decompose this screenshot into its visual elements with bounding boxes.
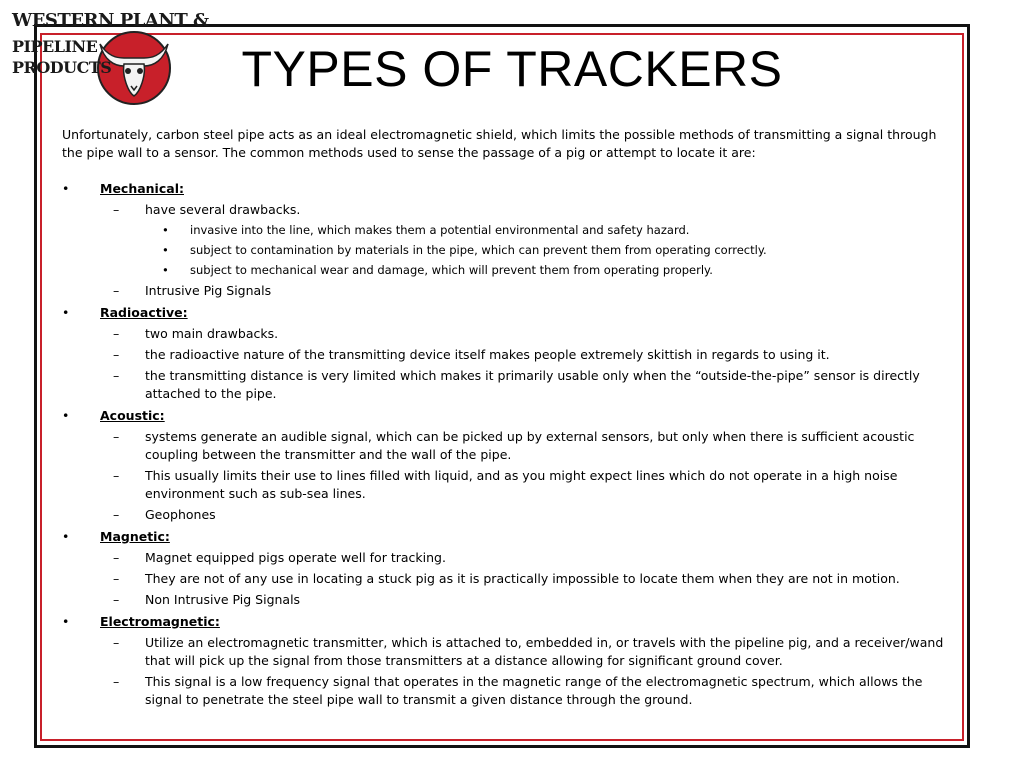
section-heading: [62, 180, 954, 198]
dash-icon: –: [113, 368, 120, 383]
section-acoustic: [62, 407, 954, 524]
section-heading-label: Radioactive:: [100, 305, 188, 320]
list-item-text: Utilize an electromagnetic transmitter, which is attached to, embedded in, or travels with the pipeline pig, and a receiver/wand that will pick up the signal from those transmitters at a distance allowing for significant ground cover.: [145, 635, 944, 668]
slide-title: TYPES OF TRACKERS: [241, 41, 783, 97]
list-item: [62, 282, 954, 300]
list-item: [62, 673, 954, 709]
bullet-icon: •: [162, 243, 169, 257]
section-radioactive: [62, 304, 954, 403]
logo-text-line3: PRODUCTS: [12, 58, 112, 77]
list-item-text: the radioactive nature of the transmitting device itself makes people extremely skittish in regards to using it.: [145, 347, 830, 362]
list-item: [62, 325, 954, 343]
list-item: [62, 367, 954, 403]
dash-icon: –: [113, 202, 120, 217]
section-electromagnetic: [62, 613, 954, 709]
dash-icon: –: [113, 468, 120, 483]
bullet-icon: •: [62, 305, 70, 320]
sub-list-item: [62, 221, 954, 239]
dash-icon: –: [113, 283, 120, 298]
section-heading-label: Magnetic:: [100, 529, 170, 544]
sub-list-item-text: invasive into the line, which makes them a potential environmental and safety hazard.: [190, 223, 690, 237]
section-heading: [62, 528, 954, 546]
slide-body: [62, 126, 954, 709]
sub-list-item-text: subject to mechanical wear and damage, which will prevent them from operating properly.: [190, 263, 713, 277]
section-heading: [62, 613, 954, 631]
section-mechanical: [62, 180, 954, 300]
section-heading: [62, 407, 954, 425]
dash-icon: –: [113, 592, 120, 607]
list-item-text: two main drawbacks.: [145, 326, 279, 341]
intro-paragraph: Unfortunately, carbon steel pipe acts as an ideal electromagnetic shield, which limits the possible methods of transmitting a signal through the pipe wall to a sensor. The common methods used to sense the passage of a pig or attempt to locate it are:: [62, 127, 937, 160]
dash-icon: –: [113, 347, 120, 362]
list-item-text: Geophones: [145, 507, 216, 522]
bullet-icon: •: [62, 529, 70, 544]
list-item-text: Intrusive Pig Signals: [145, 283, 272, 298]
section-heading-label: Electromagnetic:: [100, 614, 220, 629]
dash-icon: –: [113, 571, 120, 586]
list-item: [62, 634, 954, 670]
list-item: [62, 467, 954, 503]
logo-text-line1: WESTERN PLANT &: [12, 10, 209, 31]
section-heading: [62, 304, 954, 322]
sub-list-item-text: subject to contamination by materials in the pipe, which can prevent them from operating correctly.: [190, 243, 767, 257]
section-magnetic: [62, 528, 954, 609]
list-item: [62, 570, 954, 588]
bullet-icon: •: [62, 181, 70, 196]
section-heading-label: Acoustic:: [100, 408, 165, 423]
dash-icon: –: [113, 507, 120, 522]
list-item: [62, 506, 954, 524]
list-item-text: Non Intrusive Pig Signals: [145, 592, 301, 607]
bullet-icon: •: [62, 408, 70, 423]
list-item-text: This signal is a low frequency signal that operates in the magnetic range of the electromagnetic spectrum, which allows the signal to penetrate the steel pipe wall to transmit a given distance through the ground.: [145, 674, 923, 707]
list-item: [62, 346, 954, 364]
list-item: [62, 201, 954, 219]
dash-icon: –: [113, 635, 120, 650]
list-item: [62, 428, 954, 464]
list-item-text: Magnet equipped pigs operate well for tracking.: [145, 550, 446, 565]
section-heading-label: Mechanical:: [100, 181, 184, 196]
dash-icon: –: [113, 326, 120, 341]
logo-text-line2: PIPELINE: [12, 37, 98, 56]
dash-icon: –: [113, 674, 120, 689]
bullet-icon: •: [62, 614, 70, 629]
dash-icon: –: [113, 550, 120, 565]
list-item: [62, 549, 954, 567]
list-item-text: This usually limits their use to lines filled with liquid, and as you might expect lines which do not operate in a high noise environment such as sub-sea lines.: [145, 468, 898, 501]
bullet-icon: •: [162, 223, 169, 237]
sub-list-item: [62, 241, 954, 259]
list-item-text: the transmitting distance is very limited which makes it primarily usable only when the “outside-the-pipe” sensor is directly attached to the pipe.: [145, 368, 920, 401]
dash-icon: –: [113, 429, 120, 444]
list-item: [62, 591, 954, 609]
list-item-text: have several drawbacks.: [145, 202, 301, 217]
tracker-type-list: [62, 180, 954, 709]
bullet-icon: •: [162, 263, 169, 277]
list-item-text: systems generate an audible signal, which can be picked up by external sensors, but only when there is sufficient acoustic coupling between the transmitter and the wall of the pipe.: [145, 429, 915, 462]
sub-list-item: [62, 261, 954, 279]
list-item-text: They are not of any use in locating a stuck pig as it is practically impossible to locate them when they are not in motion.: [145, 571, 900, 586]
